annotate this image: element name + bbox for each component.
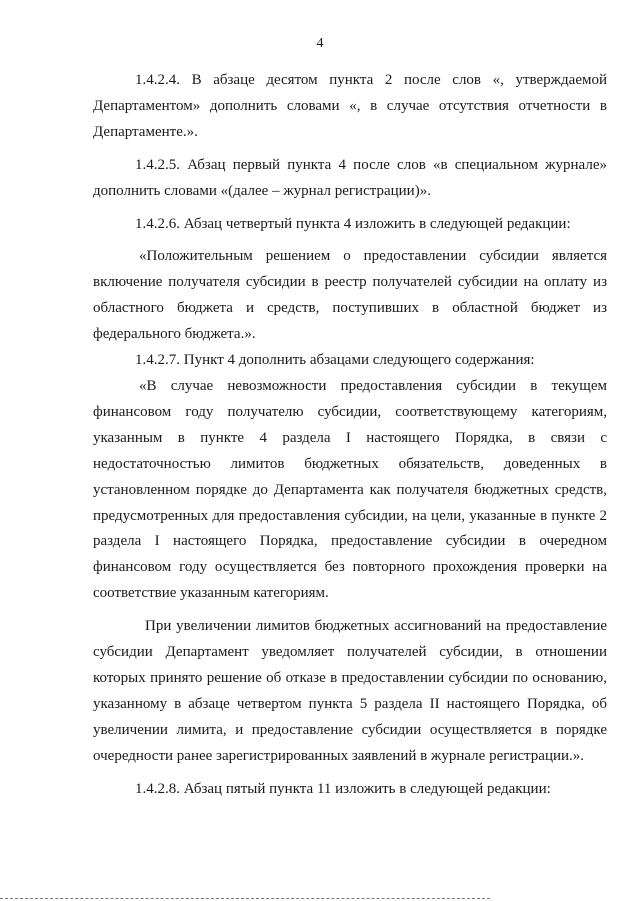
- quoted-paragraph-impossibility: «В случае невозможности предоставления субсидии в текущем финансовом году получателю субсидии, соответствующему категориям, указанным в пункте 4 раздела I настоящего Порядка, в связи с недостаточностью лимитов бюджетных обязательств, доведенных в установленном порядке до Департамента как получателя бюджетных средств, предусмотренных для предоставления субсидии, на цели, указанные в пункте 2 раздела I настоящего Порядка, предоставление субсидии в очередном финансовом году осуществляется без повторного прохождения проверки на соответствие указанным категориям.: [93, 377, 607, 602]
- bottom-scan-edge: [0, 898, 490, 899]
- paragraph-1-4-2-4: 1.4.2.4. В абзаце десятом пункта 2 после слов «, утверждаемой Департаментом» дополнить словами «, в случае отсутствия отчетности в Департаменте.».: [93, 72, 607, 140]
- document-body: [93, 68, 607, 802]
- quoted-paragraph-positive-decision: «Положительным решением о предоставлении субсидии является включение получателя субсидии в реестр получателей субсидии на оплату из областного бюджета и средств, поступивших в областной бюджет из федерального бюджета.».: [93, 248, 607, 343]
- paragraph-1-4-2-8: 1.4.2.8. Абзац пятый пункта 11 изложить в следующей редакции:: [135, 780, 551, 797]
- page-number: 4: [316, 36, 324, 51]
- quoted-paragraph-limit-increase: При увеличении лимитов бюджетных ассигнований на предоставление субсидии Департамент уведомляет получателей субсидии, в отношении которых принято решение об отказе в предоставлении субсидии по основанию, указанному в абзаце четвертом пункта 5 раздела II настоящего Порядка, об увеличении лимита, и предоставление субсидии осуществляется в порядке очередности ранее зарегистрированных заявлений в журнале регистрации.».: [93, 618, 607, 764]
- paragraph-1-4-2-7: 1.4.2.7. Пункт 4 дополнить абзацами следующего содержания:: [135, 352, 535, 369]
- paragraph-1-4-2-5: 1.4.2.5. Абзац первый пункта 4 после слов «в специальном журнале» дополнить словами «(далее – журнал регистрации)».: [93, 156, 607, 199]
- paragraph-1-4-2-6: 1.4.2.6. Абзац четвертый пункта 4 изложить в следующей редакции:: [135, 215, 571, 232]
